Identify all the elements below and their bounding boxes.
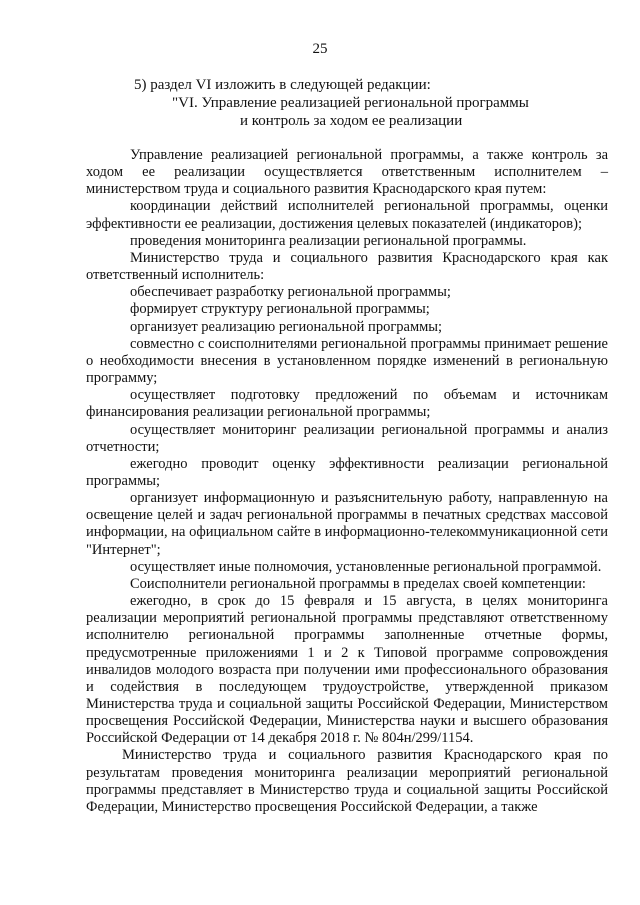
page-number: 25 xyxy=(312,41,328,57)
section-title: "VI. Управление реализацией региональной программы xyxy=(172,95,529,111)
paragraph: ежегодно проводит оценку эффективности реализации региональной программы; xyxy=(86,455,608,489)
paragraph: координации действий исполнителей региональной программы, оценки эффективности ее реализации, достижения целевых показателей (индикаторов); xyxy=(86,198,608,232)
paragraph: совместно с соисполнителями региональной программы принимает решение о необходимости внесения в установленном порядке изменений в региональную программу; xyxy=(86,335,608,387)
document-body xyxy=(86,147,608,816)
paragraph: организует информационную и разъяснительную работу, направленную на освещение целей и задач региональной программы в печатных средствах массовой информации, на официальном сайте в информационно-телекоммуникационной сети "Интернет"; xyxy=(86,490,608,558)
paragraph: организует реализацию региональной программы; xyxy=(130,318,443,335)
paragraph: осуществляет мониторинг реализации региональной программы и анализ отчетности; xyxy=(86,421,608,455)
paragraph: осуществляет подготовку предложений по объемам и источникам финансирования реализации региональной программы; xyxy=(86,387,608,421)
amendment-intro: 5) раздел VI изложить в следующей редакции: xyxy=(134,77,431,93)
paragraph: Управление реализацией региональной программы, а также контроль за ходом ее реализации осуществляется ответственным исполнителем – министерством труда и социального развития Краснодарского края путем: xyxy=(86,147,608,198)
paragraph: осуществляет иные полномочия, установленные региональной программой. xyxy=(130,558,602,575)
paragraph: ежегодно, в срок до 15 февраля и 15 августа, в целях мониторинга реализации мероприятий региональной программы представляют ответственному исполнителю региональной программы заполненные отчетные формы, предусмотренные приложениями 1 и 2 к Типовой программе сопровождения инвалидов молодого возраста при получении ими профессионального образования и содействия в последующем трудоустройстве, утвержденной приказом Министерства труда и социальной защиты Российской Федерации, Министерством просвещения Российской Федерации, Министерства науки и высшего образования Российской Федерации от 14 декабря 2018 г. № 804н/299/1154. xyxy=(86,593,608,747)
paragraph: Министерство труда и социального развития Краснодарского края по результатам проведения мониторинга реализации мероприятий региональной программы представляет в Министерство труда и социальной защиты Российской Федерации, Министерство просвещения Российской Федерации, а также xyxy=(86,747,608,815)
paragraph: Министерство труда и социального развития Краснодарского края как ответственный исполнитель: xyxy=(86,249,608,284)
paragraph: проведения мониторинга реализации региональной программы. xyxy=(130,232,527,249)
paragraph: обеспечивает разработку региональной программы; xyxy=(130,284,451,301)
section-subtitle: и контроль за ходом ее реализации xyxy=(240,113,463,129)
paragraph: Соисполнители региональной программы в пределах своей компетенции: xyxy=(130,575,586,592)
paragraph: формирует структуру региональной программы; xyxy=(130,301,430,318)
